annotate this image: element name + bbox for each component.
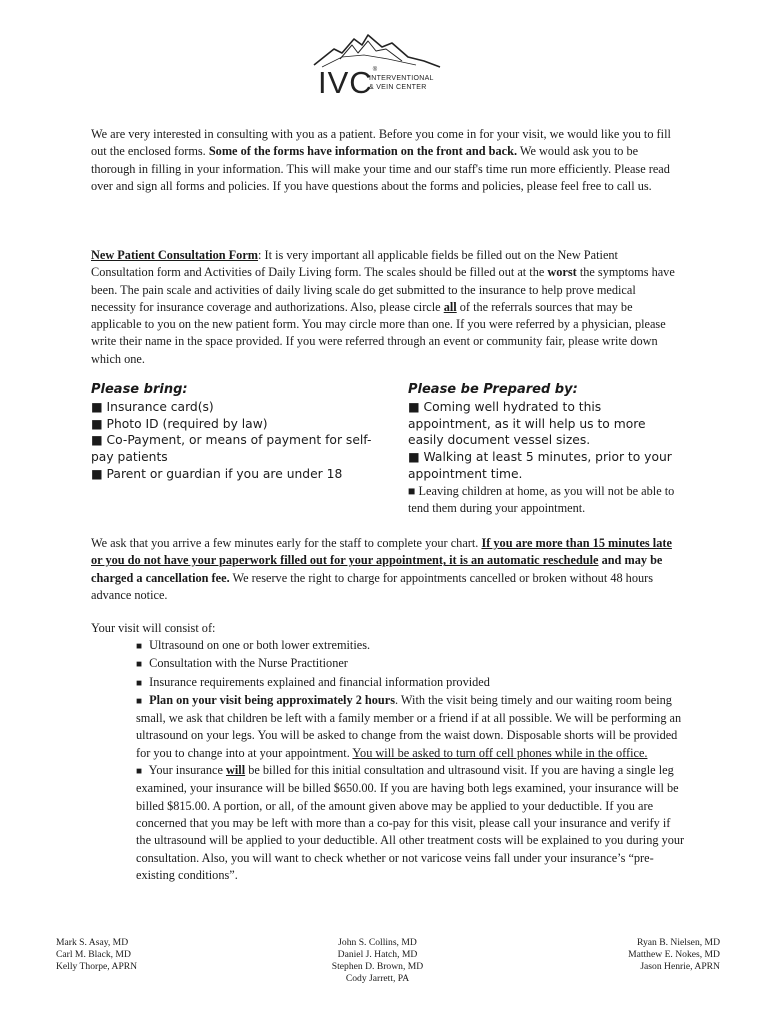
provider-name: Jason Henrie, APRN xyxy=(640,961,720,972)
bullet-icon: ■ xyxy=(136,766,143,778)
provider-name: John S. Collins, MD xyxy=(338,937,417,948)
bullet-icon: ■ xyxy=(136,677,143,689)
new-patient-bold-worst: worst xyxy=(547,265,577,280)
bullet-icon: ■ xyxy=(136,659,143,671)
footer-providers-left xyxy=(56,937,137,973)
bullet-icon: ■ xyxy=(408,483,416,498)
bullet-icon: ■ xyxy=(136,641,143,652)
visit-will-bold: will xyxy=(225,763,246,778)
logo-line2: & VEIN CENTER xyxy=(369,84,427,91)
bring-item-label: Insurance card(s) xyxy=(106,399,214,414)
prepared-item-label: Leaving children at home, as you will not be able to tend them during your appointment. xyxy=(408,483,675,515)
visit-item-text: Your insurance xyxy=(148,763,226,778)
arrival-text-1: We ask that you arrive a few minutes early for the staff to complete your chart. xyxy=(91,536,482,550)
provider-name: Stephen D. Brown, MD xyxy=(331,961,424,972)
prepared-item xyxy=(408,483,683,517)
intro-text: We are very interested in consulting with you as a patient. Before you come in for your visit, we would like you to fill out the enclosed forms. xyxy=(91,127,671,159)
bring-item-label: Photo ID (required by law) xyxy=(106,416,268,431)
visit-duration-bold: Plan on your visit being approximately 2 hours xyxy=(149,692,395,707)
bring-item xyxy=(91,466,391,483)
footer-providers-middle xyxy=(300,937,455,985)
logo-line1: INTERVENTIONAL xyxy=(369,75,434,82)
please-bring-list xyxy=(91,382,391,483)
intro-text-2: We would ask you to be thorough in filling in your information. This will make your time and our staff's time run more efficiently. Please read over and sign all forms and policies. If you have questions about the forms and policies, please feel free to call us. xyxy=(91,144,670,193)
bullet-icon: ■ xyxy=(136,695,143,707)
visit-item xyxy=(136,762,686,884)
logo-subtitle xyxy=(369,74,434,92)
bullet-icon: ■ xyxy=(91,433,103,448)
visit-item-label: Insurance requirements explained and financial information provided xyxy=(149,674,490,689)
bullet-icon: ■ xyxy=(91,399,103,414)
new-patient-text-3: of the referrals sources that may be applicable to you on the new patient form. You may circle more than one. If you were referred by a physician, please write their name in the space provided. If you were referred through an event or community fair, please write down which one. xyxy=(91,299,666,366)
bullet-icon: ■ xyxy=(408,450,420,465)
arrival-cancellation-fee: and may be charged a cancellation fee. xyxy=(91,553,663,585)
visit-intro: Your visit will consist of: xyxy=(91,621,216,635)
bring-item xyxy=(91,416,391,433)
arrival-text-2: We reserve the right to charge for appointments cancelled or broken without 48 hours advance notice. xyxy=(91,570,654,602)
arrival-late-warning: If you are more than 15 minutes late or you do not have your paperwork filled out for your appointment, it is an automatic reschedule xyxy=(91,536,672,568)
new-patient-heading: New Patient Consultation Form xyxy=(91,248,259,262)
arrival-paragraph xyxy=(91,535,681,604)
bullet-icon: ■ xyxy=(91,466,103,481)
visit-item xyxy=(136,655,686,673)
new-patient-paragraph xyxy=(91,247,681,368)
footer-providers-right xyxy=(560,937,720,973)
visit-list xyxy=(136,637,686,884)
cell-phone-notice: You will be asked to turn off cell phones while in the office. xyxy=(352,745,648,760)
please-be-prepared-list xyxy=(408,382,683,516)
intro-bold: Some of the forms have information on the front and back. xyxy=(208,144,518,159)
new-patient-text-2: the symptoms have been. The pain scale and activities of daily living scale do get submitted to the insurance to help prove medical necessity for insurance coverage and authorizations. Also, please circle xyxy=(91,265,675,314)
prepared-item-label: Walking at least 5 minutes, prior to your appointment time. xyxy=(408,450,672,481)
new-patient-bold-all: all xyxy=(443,299,457,314)
bring-item xyxy=(91,399,391,416)
please-bring-heading: Please bring: xyxy=(91,382,188,397)
visit-item xyxy=(136,637,686,655)
ivc-logo xyxy=(312,33,442,105)
visit-item-label: Consultation with the Nurse Practitioner xyxy=(149,656,348,671)
bullet-icon: ■ xyxy=(408,399,420,414)
visit-item xyxy=(136,674,686,692)
logo-name: IVC xyxy=(318,65,373,100)
visit-item xyxy=(136,692,686,762)
visit-item-text: . With the visit being timely and our waiting room being small, we ask that children be left with a family member or a friend if at all possible. We will be performing an ultrasound on your legs. You will be asked to change from the waist down. Disposable shorts will be provided for you to change into at your appointment. xyxy=(136,692,682,760)
prepared-item-label: Coming well hydrated to this appointment, as it will help us to more easily document vessel sizes. xyxy=(408,399,646,448)
prepared-item xyxy=(408,449,683,483)
provider-name: Ryan B. Nielsen, MD xyxy=(636,937,720,948)
intro-paragraph xyxy=(91,126,681,195)
visit-item-text: be billed for this initial consultation and ultrasound visit. If you are having a single leg examined, your insurance will be billed $650.00. If you are having both legs examined, your insurance will be billed $815.00. A portion, or all, of the amount given above may be applied to your deductible. If you are concerned that you may be left with more than a co-pay for this visit, please call your insurance and verify if the ultrasound will be applied to your deductible. All other treatment costs will be explained to you during your consultation. Also, you will want to check whether or not varicose veins fall under your insurance’s “pre-existing conditions”. xyxy=(136,763,685,882)
please-be-prepared-heading: Please be Prepared by: xyxy=(408,382,578,397)
new-patient-text-1: : It is very important all applicable fields be filled out on the New Patient Consultation form and Activities of Daily Living form. The scales should be filled out at the xyxy=(91,248,618,280)
bring-item-label: Co-Payment, or means of payment for self-pay patients xyxy=(91,433,372,465)
provider-name: Carl M. Black, MD xyxy=(56,949,131,960)
bullet-icon: ■ xyxy=(91,416,103,431)
logo-registered: ® xyxy=(372,67,379,73)
bring-item-label: Parent or guardian if you are under 18 xyxy=(106,466,343,481)
provider-name: Mark S. Asay, MD xyxy=(56,937,129,948)
bring-item xyxy=(91,432,391,466)
provider-name: Kelly Thorpe, APRN xyxy=(56,961,138,972)
provider-name: Cody Jarrett, PA xyxy=(345,973,410,984)
provider-name: Daniel J. Hatch, MD xyxy=(337,949,418,960)
prepared-item xyxy=(408,399,683,449)
provider-name: Matthew E. Nokes, MD xyxy=(628,949,720,960)
visit-item-label: Ultrasound on one or both lower extremities. xyxy=(149,638,371,652)
